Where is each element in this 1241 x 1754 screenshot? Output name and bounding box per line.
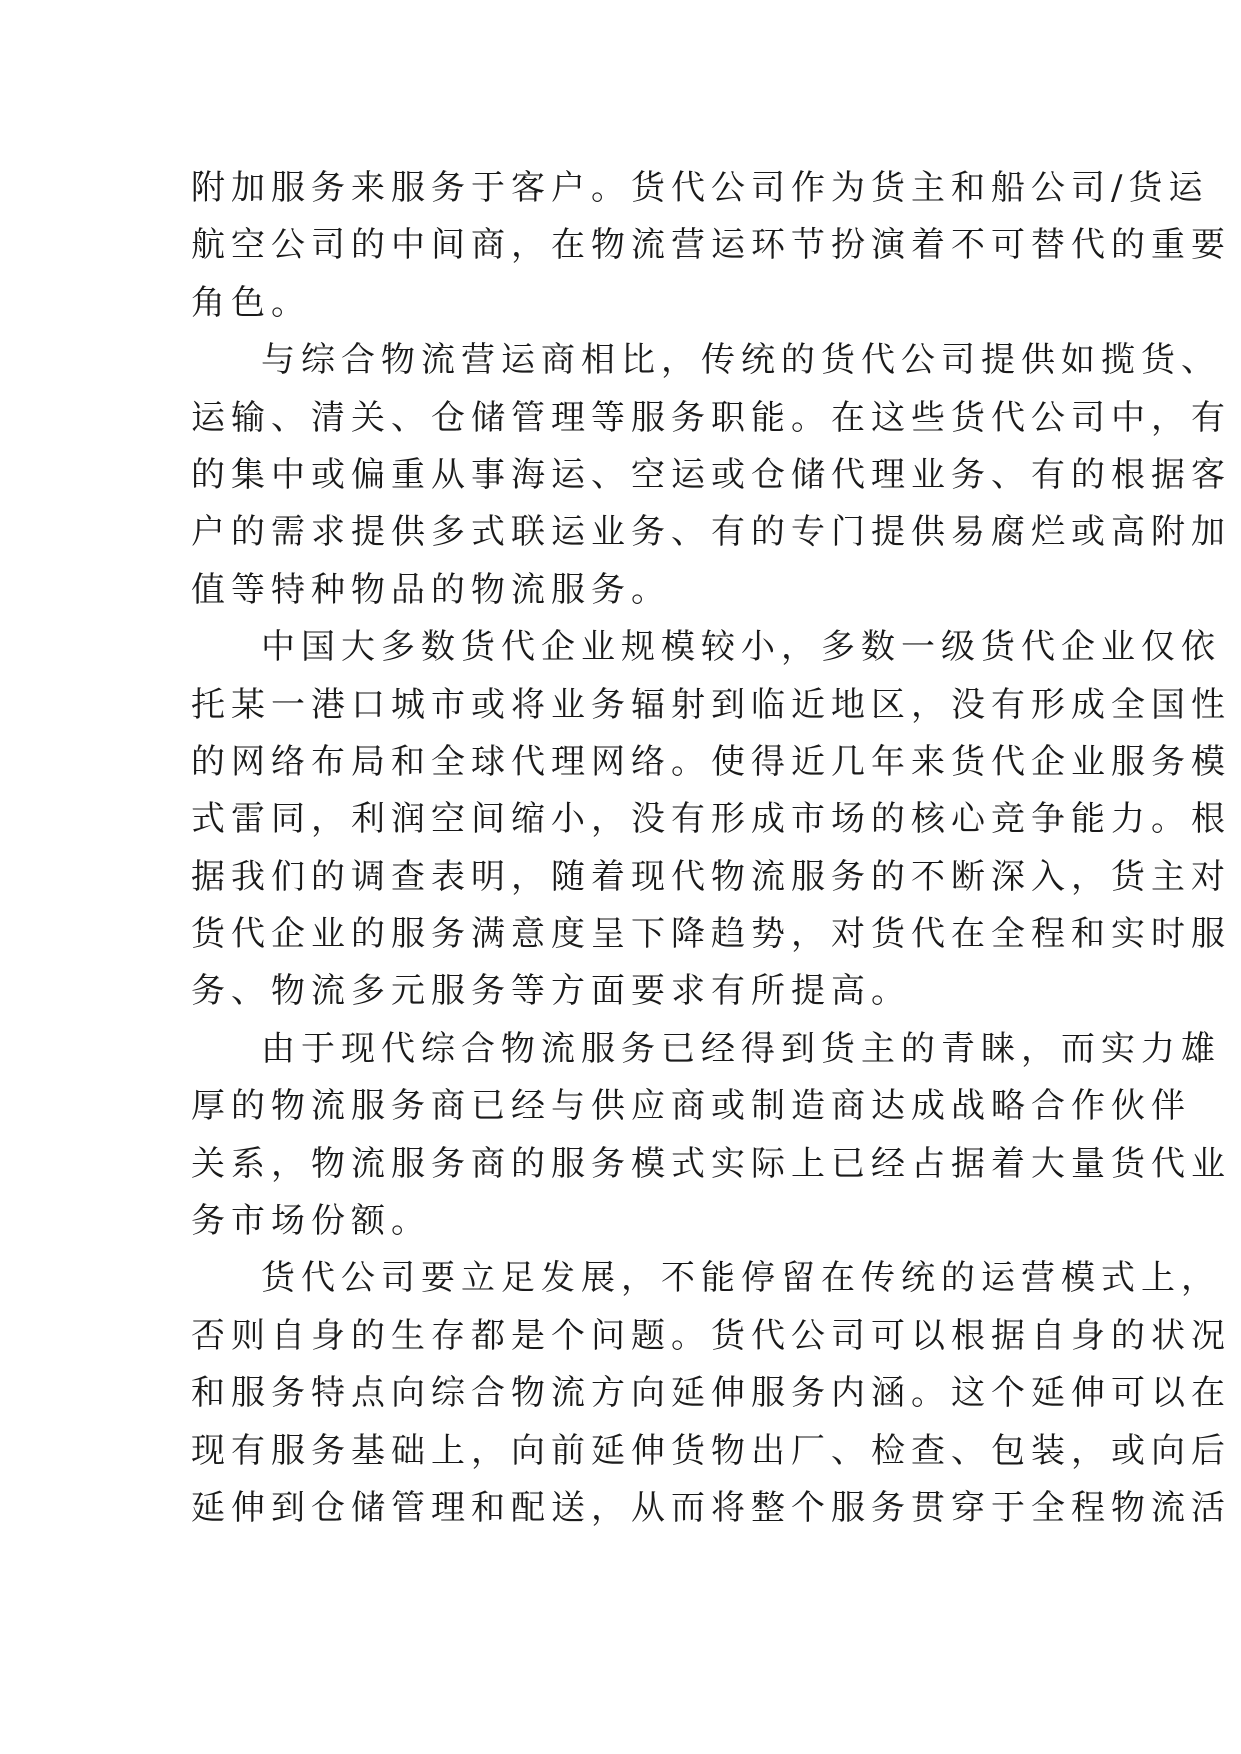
text-line: 务市场份额。 xyxy=(191,1201,431,1242)
text-line: 托某一港口城市或将业务辐射到临近地区，没有形成全国性 xyxy=(191,684,1231,725)
paragraph-first-line: 由于现代综合物流服务已经得到货主的青睐，而实力雄 xyxy=(261,1028,1221,1069)
text-line: 否则自身的生存都是个问题。货代公司可以根据自身的状况 xyxy=(191,1315,1231,1356)
paragraph-first-line: 货代公司要立足发展，不能停留在传统的运营模式上， xyxy=(261,1258,1221,1299)
text-line: 户的需求提供多式联运业务、有的专门提供易腐烂或高附加 xyxy=(191,512,1231,553)
text-line: 务、物流多元服务等方面要求有所提高。 xyxy=(191,971,911,1012)
text-line: 据我们的调查表明，随着现代物流服务的不断深入，货主对 xyxy=(191,856,1231,897)
document-body xyxy=(191,160,1231,1537)
paragraph-first-line: 中国大多数货代企业规模较小，多数一级货代企业仅依 xyxy=(261,627,1221,668)
text-line: 现有服务基础上，向前延伸货物出厂、检查、包装，或向后 xyxy=(191,1430,1231,1471)
text-line: 角色。 xyxy=(191,282,311,323)
text-line: 货代企业的服务满意度呈下降趋势，对货代在全程和实时服 xyxy=(191,914,1231,955)
text-line: 航空公司的中间商，在物流营运环节扮演着不可替代的重要 xyxy=(191,225,1231,266)
text-line: 附加服务来服务于客户。货代公司作为货主和船公司/货运 xyxy=(191,168,1209,208)
text-line: 值等特种物品的物流服务。 xyxy=(191,569,671,610)
text-line: 的网络布局和全球代理网络。使得近几年来货代企业服务模 xyxy=(191,741,1231,782)
text-line: 关系，物流服务商的服务模式实际上已经占据着大量货代业 xyxy=(191,1143,1231,1184)
text-line: 延伸到仓储管理和配送，从而将整个服务贯穿于全程物流活 xyxy=(191,1487,1231,1528)
text-line: 运输、清关、仓储管理等服务职能。在这些货代公司中，有 xyxy=(191,397,1231,438)
text-line: 式雷同，利润空间缩小，没有形成市场的核心竞争能力。根 xyxy=(191,799,1231,840)
paragraph-first-line: 与综合物流营运商相比，传统的货代公司提供如揽货、 xyxy=(261,340,1221,381)
text-line: 的集中或偏重从事海运、空运或仓储代理业务、有的根据客 xyxy=(191,454,1231,495)
text-line: 厚的物流服务商已经与供应商或制造商达成战略合作伙伴 xyxy=(191,1086,1191,1127)
text-line: 和服务特点向综合物流方向延伸服务内涵。这个延伸可以在 xyxy=(191,1373,1231,1414)
